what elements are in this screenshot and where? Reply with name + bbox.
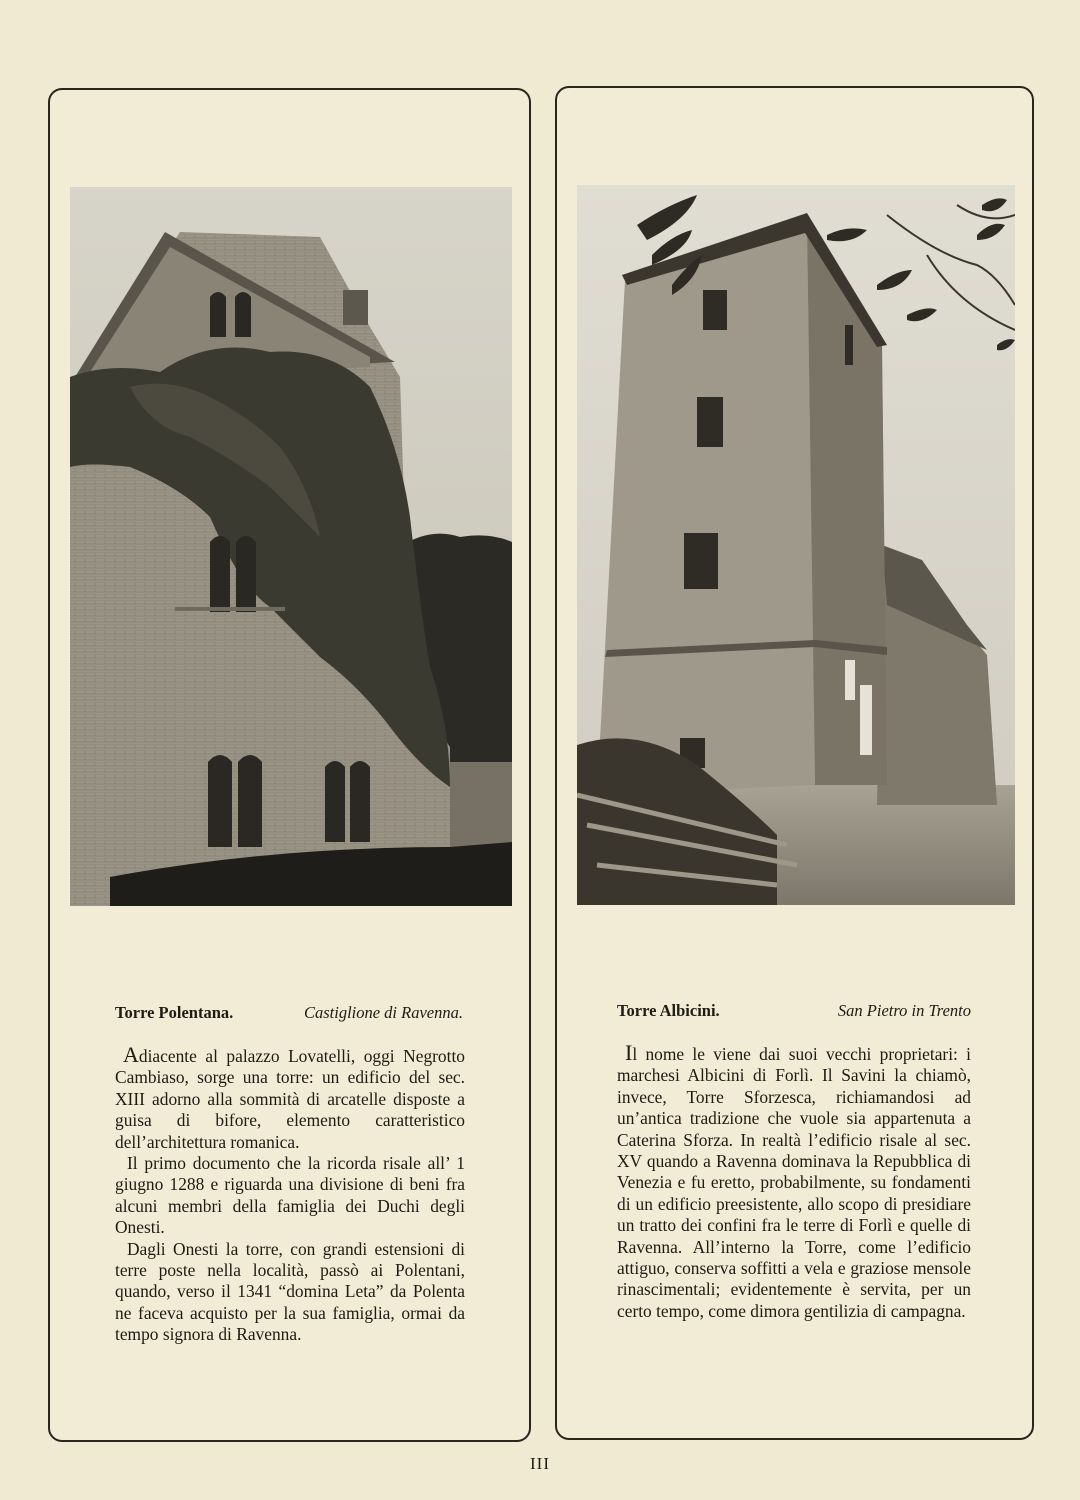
tower-ivy-photo-illustration	[70, 187, 512, 906]
paragraph-3: Dagli Onesti la torre, con grandi estensioni di terre poste nella località, passò ai Polentani, quando, verso il 1341 “domina Leta” da Polenta ne faceva acquisto per la sua famiglia, ormai da tempo signora di Ravenna.	[115, 1238, 465, 1345]
right-panel	[555, 86, 1034, 1440]
brick-tower-photo-illustration	[577, 185, 1015, 905]
left-panel	[48, 88, 531, 1442]
photo-torre-albicini	[577, 185, 1015, 905]
article-text-left	[115, 1042, 465, 1346]
paragraph-2: Il primo documento che la ricorda risale all’ 1 giugno 1288 e riguarda una divisione di beni fra alcuni membri della famiglia dei Duchi degli Onesti.	[115, 1153, 465, 1238]
caption-title: Torre Albicini.	[617, 1001, 720, 1020]
caption-location: San Pietro in Trento	[837, 1001, 971, 1020]
paragraph-1-text: diacente al palazzo Lovatelli, oggi Negrotto Cambiaso, sorge una torre: un edificio del sec. XIII adorno alla sommità di arcatelle disposte a guisa di bifore, elemento caratteristico dell’architettura romanica.	[115, 1046, 465, 1152]
caption-torre-albicini	[617, 1001, 971, 1021]
drop-cap: I	[625, 1040, 633, 1065]
page-number: III	[530, 1454, 550, 1473]
article-text-right	[617, 1040, 971, 1322]
caption-location: Castiglione di Ravenna.	[303, 1003, 463, 1022]
caption-title: Torre Polentana.	[115, 1003, 234, 1022]
drop-cap: A	[123, 1042, 139, 1067]
paragraph-1	[115, 1042, 465, 1153]
photo-torre-polentana	[70, 187, 512, 906]
paragraph-1-text: l nome le viene dai suoi vecchi proprietari: i marchesi Albicini di Forlì. Il Savini la chiamò, invece, Torre Sforzesca, richiamandosi ad un’antica tradizione che vuole sia appartenuta a Caterina Sforza. In realtà l’edificio risale al sec. XV quando a Ravenna dominava la Repubblica di Venezia e fu eretto, probabilmente, su fondamenti di un edificio preesistente, allo scopo di presidiare un tratto dei confini fra le terre di Forlì e quelle di Ravenna. All’interno la Torre, come l’edificio attiguo, conserva soffitti a vela e graziose mensole rinascimentali; evidentemente è servita, per un certo tempo, come dimora gentilizia di campagna.	[617, 1044, 971, 1321]
paragraph-1	[617, 1040, 971, 1322]
caption-torre-polentana	[115, 1003, 463, 1023]
